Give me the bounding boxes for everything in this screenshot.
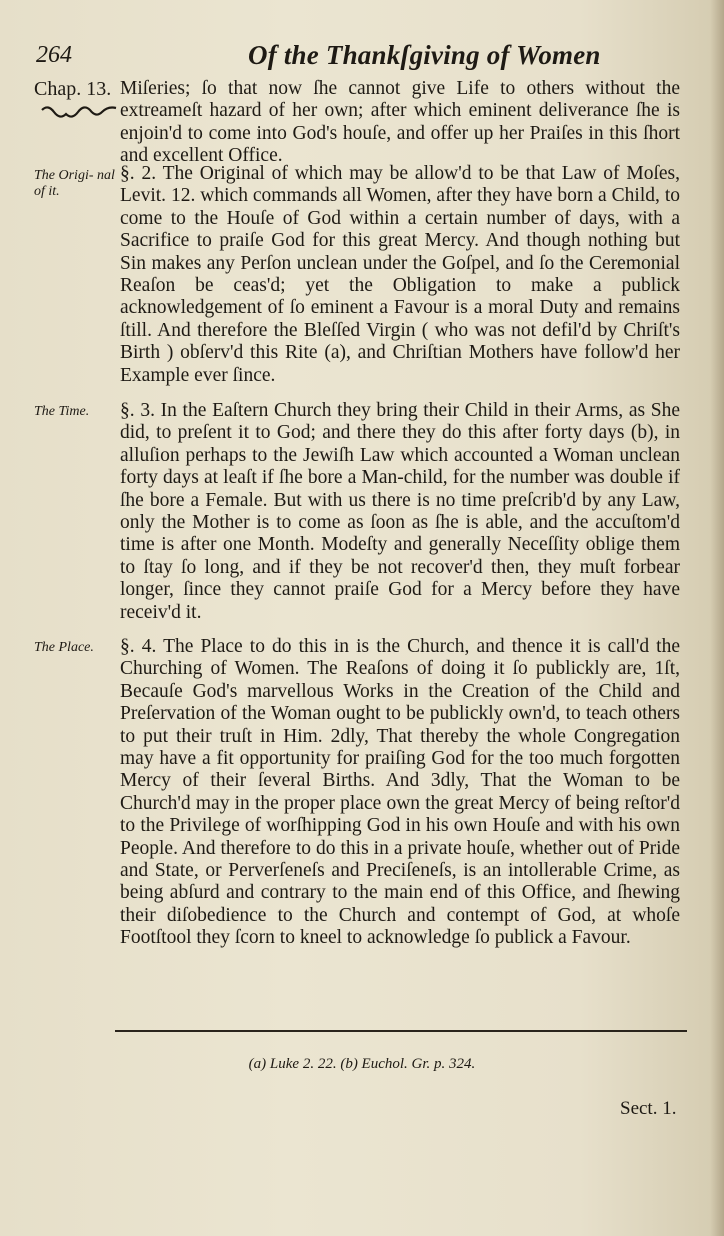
paragraph-4-text: §. 4. The Place to do this in is the Church, and thence it is call'd the Churching of Women. The Reaſons of doing it ſo publickly are, 1ſt, Becauſe God's marvellous Works in the Creation of the Child and Preſervation of the Woman ought to be publickly own'd, to teach others to put their truſt in Him. 2dly, That thereby the whole Congregation may have a fit opportunity for praiſing God for the too much forgotten Mercy of their ſeveral Births. And 3dly, That the Woman to be Church'd may in the proper place own the great Mercy of being reſtor'd to the Privilege of worſhipping God in his own Houſe and with his own People. And therefore to do this in a private houſe, whether out of Pride and State, or Perverſeneſs and Preciſeneſs, is an intollerable Crime, as being abſurd and contrary to the main end of this Office, and ſhewing their diſobedience to the Church and contempt of God, at whoſe Footſtool they ſcorn to kneel to acknowledge ſo publick a Favour. <box>120 636 680 949</box>
page-edge-shadow <box>710 0 724 1236</box>
paragraph-3 <box>120 400 680 624</box>
page-header <box>36 40 696 74</box>
margin-note-time: The Time. <box>34 404 90 419</box>
paragraph-4 <box>120 636 680 950</box>
paragraph-2-text: §. 2. The Original of which may be allow'd to be that Law of Moſes, Levit. 12. which commands all Women, after they have born a Child, to come to the Houſe of God within a certain number of days, with a Sacrifice to praiſe God for this great Mercy. And though nothing but Sin makes any Perſon unclean under the Goſpel, and ſo the Ceremonial Reaſon be ceas'd; yet the Obligation to make a publick acknowledgement of ſo eminent a Favour is a moral Duty and remains ſtill. And therefore the Bleſſed Virgin ( who was not defil'd by Chriſt's Birth ) obſerv'd this Rite (a), and Chriſtian Mothers have follow'd her Example ever ſince. <box>120 163 680 386</box>
catchword: Sect. 1. <box>620 1098 677 1119</box>
footnote-rule <box>115 1030 687 1032</box>
margin-note-original: The Origi- nal of it. <box>34 168 115 199</box>
page-number: 264 <box>36 42 72 68</box>
paragraph-3-text: §. 3. In the Eaſtern Church they bring their Child in their Arms, as She did, to preſent it to God; and there they do this after forty days (b), in alluſion perhaps to the Jewiſh Law which accounted a Woman unclean forty days at leaſt if ſhe bore a Man-child, for the number was double if ſhe bore a Female. But with us there is no time preſcrib'd by any Law, only the Mother is to come as ſoon as ſhe is able, and the accuſtom'd time is after one Month. Modeſty and generally Neceſſity oblige them to ſtay ſo long, and if they be not recover'd then, they muſt forbear longer, ſince they cannot praiſe God for a Mercy before they have receiv'd it. <box>120 400 680 623</box>
ornament-icon <box>40 104 120 122</box>
footnotes: (a) Luke 2. 22. (b) Euchol. Gr. p. 324. <box>248 1056 476 1072</box>
paragraph-2 <box>120 163 680 387</box>
margin-note-place: The Place. <box>34 640 94 655</box>
chapter-label: Chap. 13. <box>34 78 112 100</box>
paragraph-1-text: Miſeries; ſo that now ſhe cannot give Life to others without the extreameſt hazard of her own; after which eminent deliverance ſhe is enjoin'd to come into God's houſe, and offer up her Praiſes in this ſhort and excellent Office. <box>120 78 680 167</box>
running-title: Of the Thankſgiving of Women <box>248 40 601 70</box>
paragraph-1 <box>120 78 680 168</box>
